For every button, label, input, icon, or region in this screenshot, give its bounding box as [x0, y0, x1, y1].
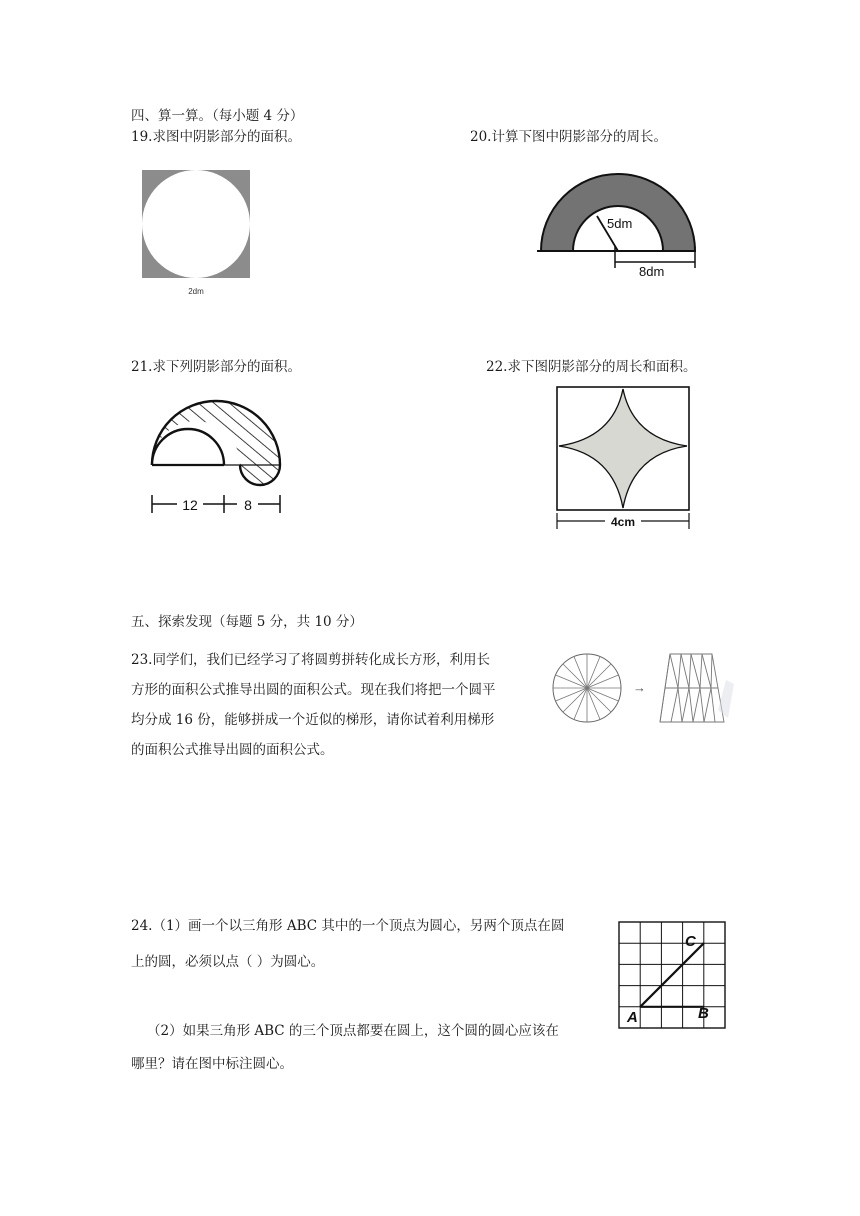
label-width: 8dm	[639, 264, 665, 279]
question-21-text: 21.求下列阴影部分的面积。	[131, 359, 301, 375]
label-12: 12	[182, 497, 198, 513]
question-22-text: 22.求下图阴影部分的周长和面积。	[486, 359, 697, 375]
figure-19-label: 2dm	[188, 287, 204, 296]
divided-circle	[553, 654, 621, 722]
figure-22-star-square	[553, 383, 698, 533]
shaded-half-ring	[541, 174, 695, 251]
figure-24-grid-triangle	[615, 918, 730, 1033]
label-radius: 5dm	[607, 216, 633, 231]
question-23-line-1: 23.同学们，我们已经学习了将圆剪拼转化成长方形，利用长	[131, 652, 490, 668]
question-23-paragraph	[131, 645, 496, 765]
question-24-part-2-line-1: （2）如果三角形 ABC 的三个顶点都要在圆上，这个圆的圆心应该在	[147, 1023, 559, 1039]
point-c-label: C	[685, 933, 696, 950]
question-23-line-2: 方形的面积公式推导出圆的面积公式。现在我们将把一个圆平	[131, 682, 496, 698]
white-circle	[142, 170, 250, 278]
figure-23-circle-to-trapezoid	[550, 650, 740, 730]
question-24-part-2-line-2: 哪里？请在图中标注圆心。	[131, 1056, 293, 1072]
question-20-text: 20.计算下图中阴影部分的周长。	[470, 129, 667, 145]
point-a-label: A	[627, 1009, 638, 1026]
figure-21-hatched-shape	[145, 385, 295, 520]
section-5-heading: 五、探索发现（每题 5 分，共 10 分）	[131, 614, 363, 630]
section-4-heading: 四、算一算。（每小题 4 分）	[131, 108, 304, 124]
question-19-text: 19.求图中阴影部分的面积。	[131, 129, 301, 145]
question-23-line-3: 均分成 16 份，能够拼成一个近似的梯形，请你试着利用梯形	[131, 712, 495, 728]
trapezoid	[660, 654, 724, 722]
question-24-part-1-line-2: 上的圆，必须以点（ ）为圆心。	[131, 954, 325, 970]
figure-19-square-circle	[138, 168, 258, 298]
label-8: 8	[244, 497, 252, 513]
question-24-part-1-line-1: 24.（1）画一个以三角形 ABC 其中的一个顶点为圆心，另两个顶点在圆	[131, 918, 565, 934]
label-4cm: 4cm	[610, 515, 636, 529]
question-23-line-4: 的面积公式推导出圆的面积公式。	[131, 742, 334, 758]
figure-20-half-ring	[535, 168, 705, 283]
arrow-icon: →	[633, 680, 646, 695]
point-b-label: B	[698, 1005, 709, 1022]
